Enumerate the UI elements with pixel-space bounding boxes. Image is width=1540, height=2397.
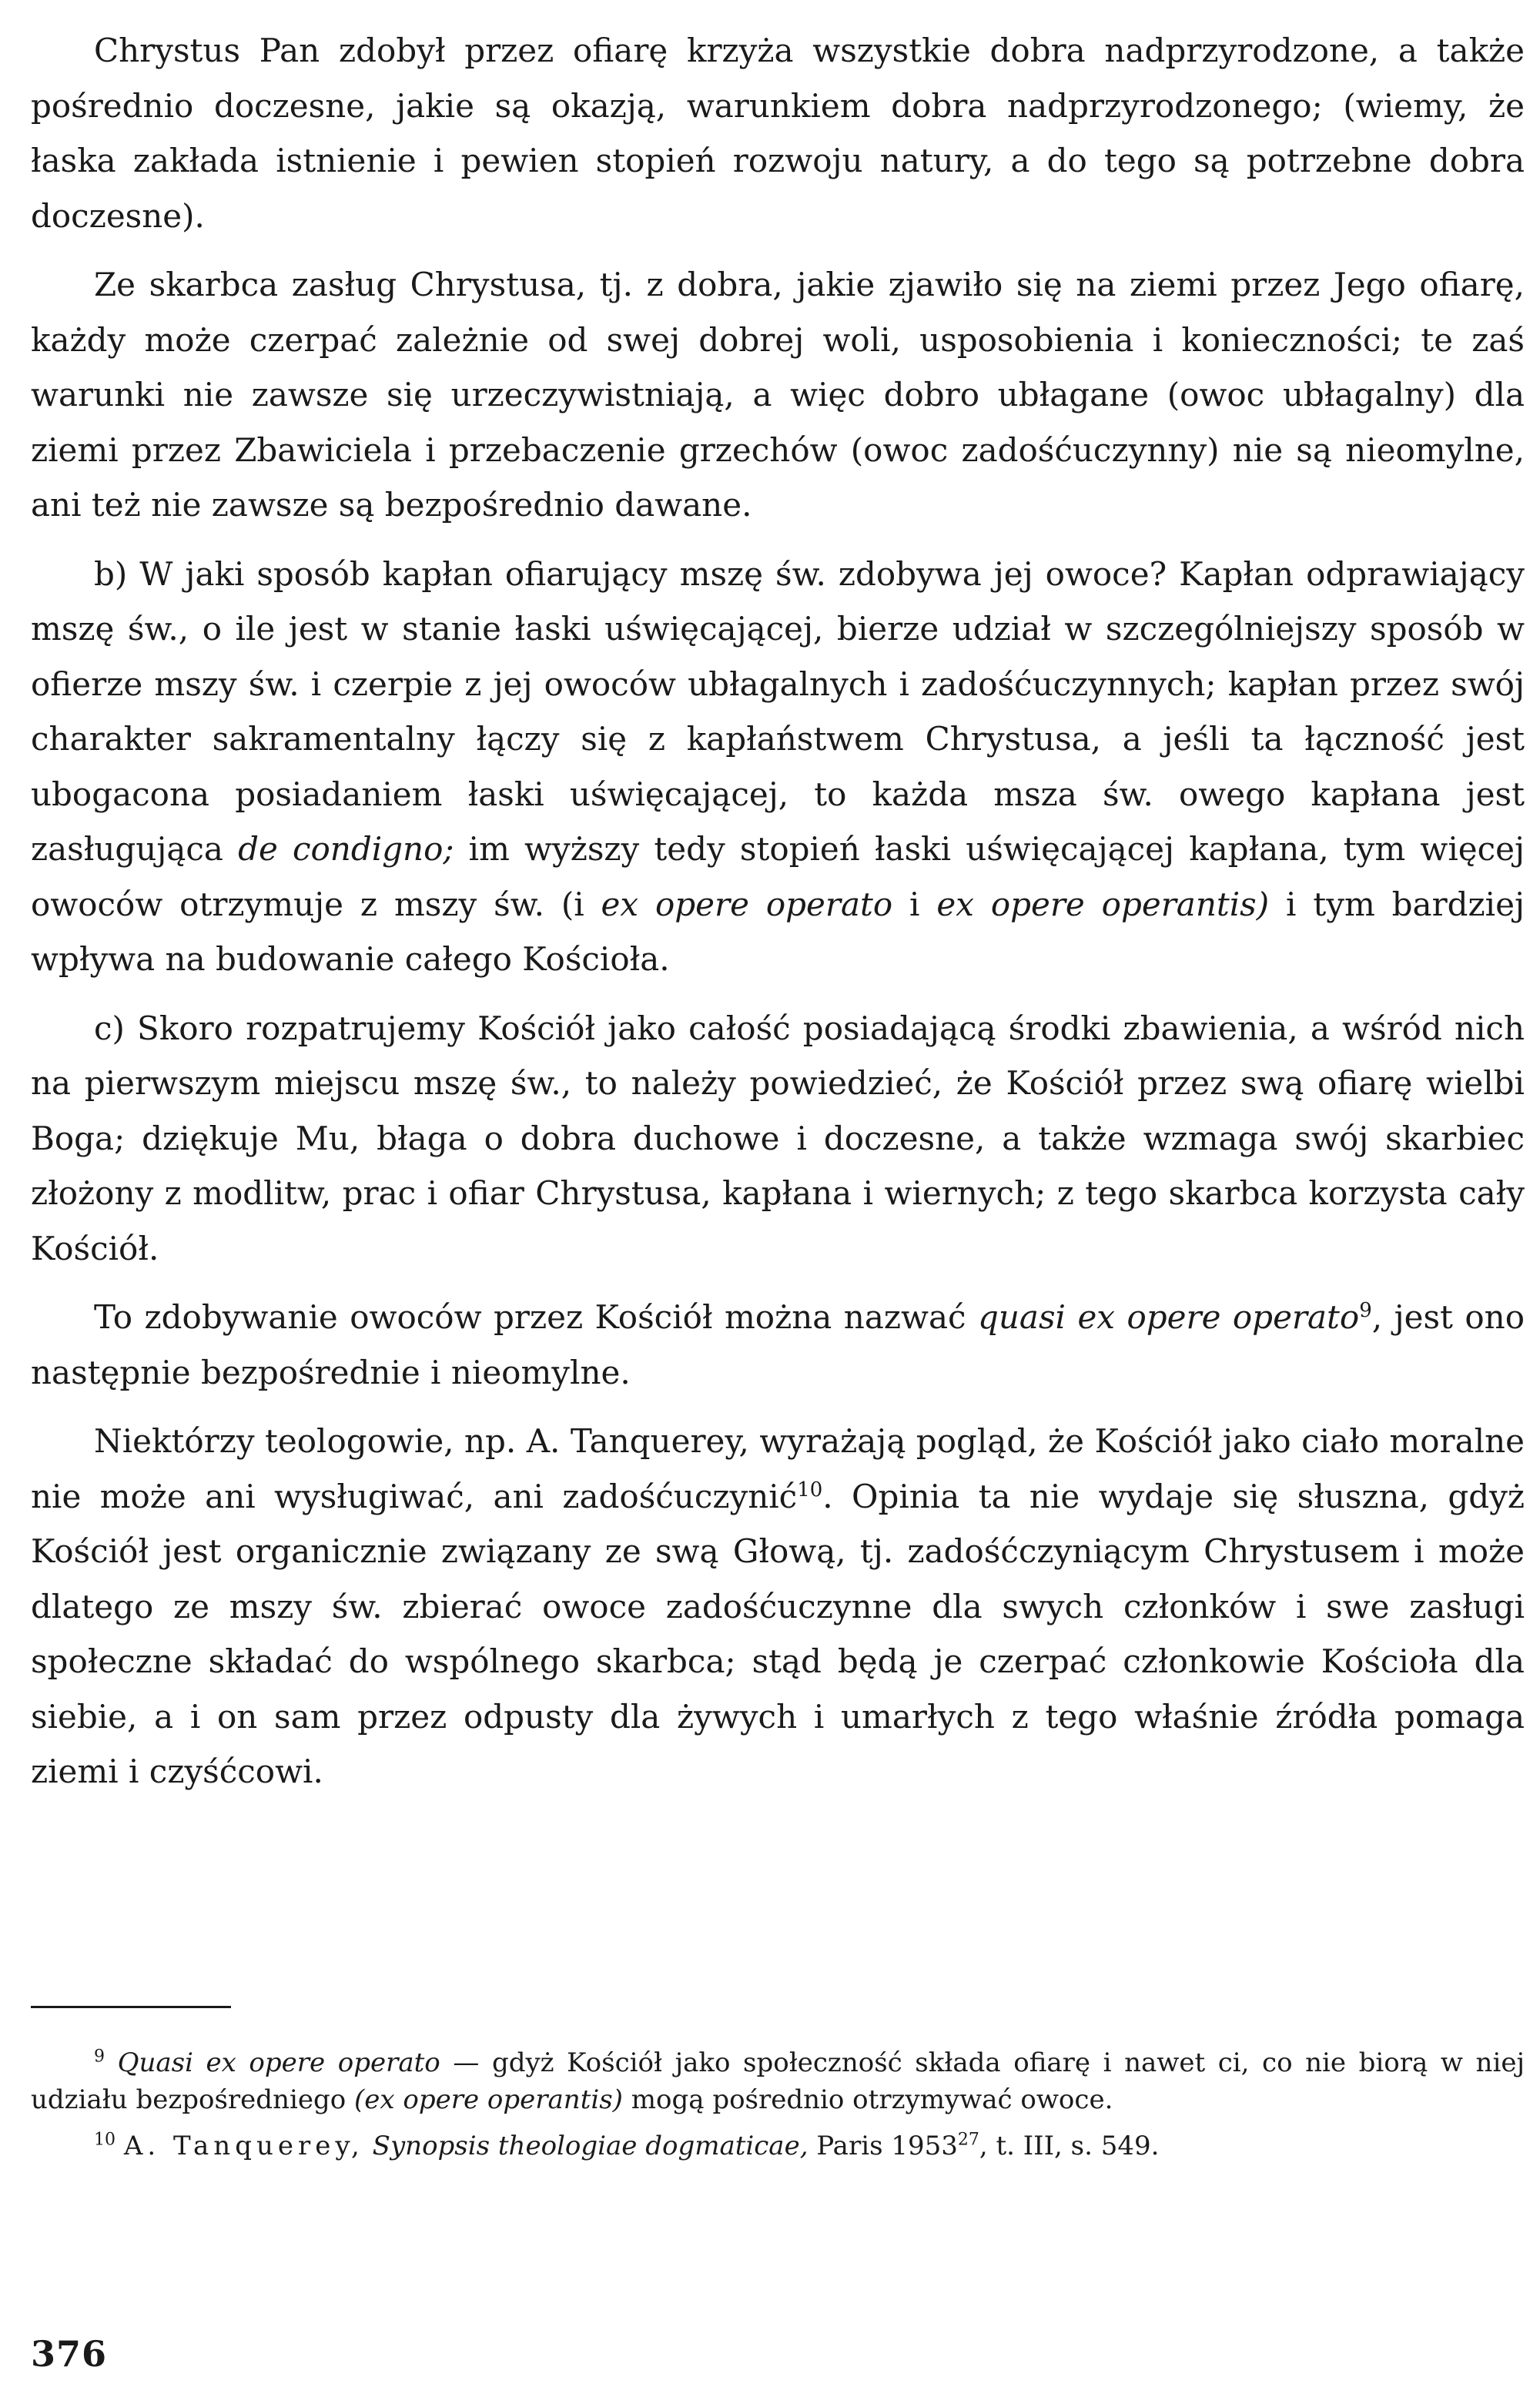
paragraph-3-text-a: b) W jaki sposób kapłan ofiarujący mszę św. zdobywa jej owoce? Kapłan odprawiający mszę św., o ile jest w stanie łaski uświęcającej, bierze udział w szczególniejszy sposób w ofierze mszy św. i czerpie z jej owoców ubłagalnych i zadośćuczynnych; kapłan przez swój charakter sakramentalny łączy się z kapłaństwem Chrystusa, a jeśli ta łączność jest ubogacona posiadaniem łaski uświęcającej, to każda msza św. owego kapłana jest zasługująca [31, 554, 1525, 868]
page-number: 376 [31, 2333, 108, 2375]
paragraph-4 [31, 1001, 1525, 1277]
paragraph-3-italic-f: ex opere operantis) [936, 885, 1270, 923]
footnote-10 [31, 2128, 1525, 2164]
footnote-divider [31, 2006, 231, 2008]
paragraph-6 [31, 1414, 1525, 1799]
footnote-9 [31, 2044, 1525, 2118]
paragraph-5-text-a: To zdobywanie owoców przez Kościół można nazwać [94, 1298, 978, 1336]
footnote-9-number: 9 [94, 2047, 105, 2067]
paragraph-1-text: Chrystus Pan zdobył przez ofiarę krzyża wszystkie dobra nadprzyrodzone, a także pośrednio doczesne, jakie są okazją, warunkiem dobra nadprzyrodzonego; (wiemy, że łaska zakłada istnienie i pewien stopień rozwoju natury, a do tego są potrzebne dobra doczesne). [31, 32, 1525, 235]
footnote-9-text-b: mogą pośrednio otrzymywać owoce. [622, 2084, 1113, 2115]
paragraph-3-text-e: i [892, 885, 937, 923]
paragraph-5-text-c: , jest ono następnie bezpośrednie i nieomylne. [31, 1298, 1525, 1391]
footnote-10-author: A. Tanquerey, [123, 2131, 364, 2161]
paragraph-1 [31, 23, 1525, 243]
book-page [31, 23, 1525, 2379]
footnote-9-text-a: — gdyż Kościół jako społeczność składa ofiarę i nawet ci, co nie biorą w niej udziału bezpośredniego [31, 2047, 1525, 2115]
footnote-10-edition: 27 [957, 2130, 979, 2150]
paragraph-6-text-a: Niektórzy teologowie, np. A. Tanquerey, wyrażają pogląd, że Kościół jako ciało moralne nie może ani wysługiwać, ani zadośćuczynić [31, 1422, 1525, 1515]
paragraph-3 [31, 547, 1525, 987]
paragraph-5 [31, 1290, 1525, 1400]
paragraph-3-italic-b: de condigno; [238, 830, 454, 868]
paragraph-3-italic-d: ex opere operato [601, 885, 893, 923]
paragraph-3-text-g: i tym bardziej wpływa na budowanie całego Kościoła. [31, 885, 1525, 978]
footnote-9-italic-mid: (ex opere operantis) [354, 2084, 623, 2115]
paragraph-2 [31, 257, 1525, 533]
main-text-body [31, 23, 1525, 1799]
footnote-9-italic-lead: Quasi ex opere operato [117, 2047, 440, 2078]
footnote-10-title: Synopsis theologiae dogmaticae, [372, 2131, 808, 2161]
paragraph-5-italic: quasi ex opere operato [978, 1298, 1360, 1336]
footnote-10-number: 10 [94, 2130, 116, 2150]
footnote-ref-10[interactable]: 10 [797, 1478, 823, 1501]
paragraph-2-text: Ze skarbca zasług Chrystusa, tj. z dobra, jakie zjawiło się na ziemi przez Jego ofiarę, każdy może czerpać zależnie od swej dobrej woli, usposobienia i konieczności; te zaś warunki nie zawsze się urzeczywistniają, a więc dobro ubłagane (owoc ubłagalny) dla ziemi przez Zbawiciela i przebaczenie grzechów (owoc zadośćuczynny) nie są nieomylne, ani też nie zawsze są bezpośrednio dawane. [31, 266, 1525, 524]
footnotes-section [31, 2044, 1525, 2164]
paragraph-6-text-b: . Opinia ta nie wydaje się słuszna, gdyż Kościół jest organicznie związany ze swą Głową, tj. zadośćczyniącym Chrystusem i może dlatego ze mszy św. zbierać owoce zadośćuczynne dla swych członków i swe zasługi społeczne składać do wspólnego skarbca; stąd będą je czerpać członkowie Kościoła dla siebie, a i on sam przez odpusty dla żywych i umarłych z tego właśnie źródła pomaga ziemi i czyśćcowi. [31, 1477, 1525, 1790]
footnote-10-text-b: , t. III, s. 549. [979, 2131, 1160, 2161]
footnote-10-text-a: Paris 1953 [808, 2131, 958, 2161]
footnote-ref-9[interactable]: 9 [1359, 1299, 1372, 1322]
paragraph-3-text-c: im wyższy tedy stopień łaski uświęcającej kapłana, tym więcej owoców otrzymuje z mszy św. (i [31, 830, 1525, 923]
paragraph-4-text: c) Skoro rozpatrujemy Kościół jako całość posiadającą środki zbawienia, a wśród nich na pierwszym miejscu mszę św., to należy powiedzieć, że Kościół przez swą ofiarę wielbi Boga; dziękuje Mu, błaga o dobra duchowe i doczesne, a także wzmaga swój skarbiec złożony z modlitw, prac i ofiar Chrystusa, kapłana i wiernych; z tego skarbca korzysta cały Kościół. [31, 1009, 1525, 1267]
